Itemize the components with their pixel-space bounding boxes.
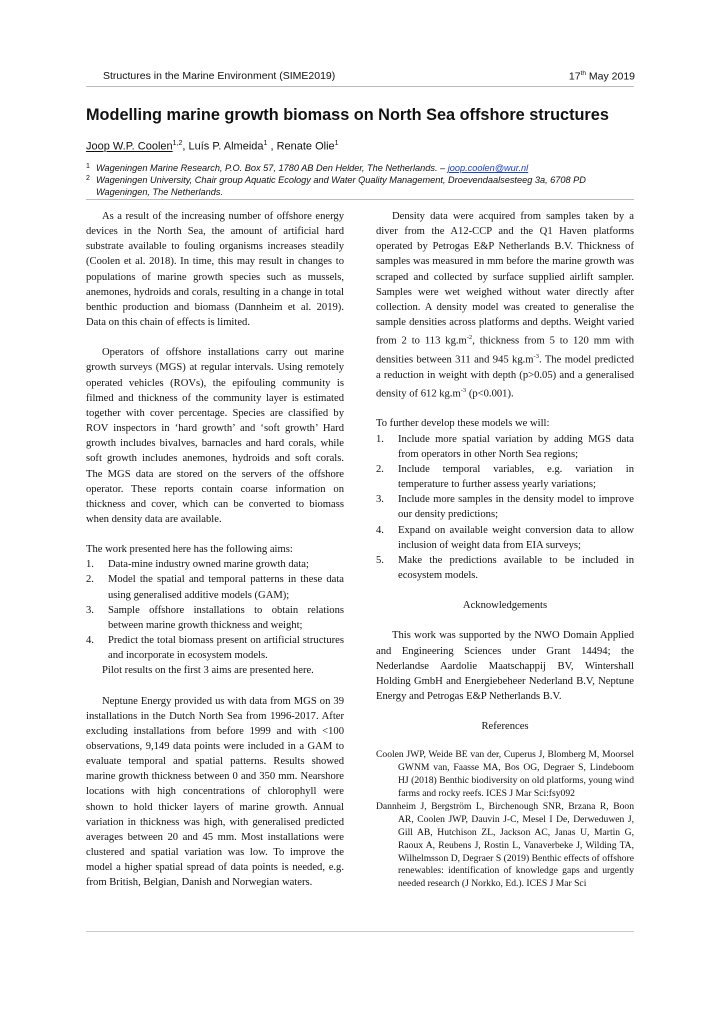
list-item: 1. Include more spatial variation by adding MGS data from operators in other North Sea regions; — [376, 433, 634, 460]
affiliation-divider — [86, 199, 634, 200]
right-column — [376, 209, 634, 891]
footer-divider — [86, 931, 634, 932]
reference-item: Dannheim J, Bergström L, Birchenough SNR, Brzana R, Boon AR, Coolen JWP, Dauvin J-C, Mesel I De, Derweduwen J, Gill AB, Hutchison ZL, Jackson AC, Janas U, Martin G, Raoux A, Reubens J, Rostin L, Vanaverbeke J, Wilding TA, Wilhelmsson D, Degraer S (2019) Benthic effects of offshore renewables: identification of knowledge gaps and urgently needed research (J Norkko, Ed.). ICES J Mar Sci — [376, 800, 634, 890]
author-list: Joop W.P. Coolen$^{1,2}$, Luís P. Almeida$^1$ , Renate Olie$^1$ — [86, 140, 339, 153]
author-name: , Luís P. Almeida — [182, 140, 264, 153]
list-item: 3. Include more samples in the density model to improve our density predictions; — [376, 494, 634, 521]
author-link[interactable]: Joop W.P. Coolen — [86, 140, 173, 153]
list-item: 3. Sample offshore installations to obtain relations between marine growth thickness and weight; — [86, 604, 344, 631]
intro-paragraph: As a result of the increasing number of offshore energy devices in the North Sea, the amount of artificial hard substrate available to fouling organisms increases steadily (Coolen et al. 2018). In time, this may result in changes to populations of marine growth species such as mussels, anemones, hydroids and corals, resulting in a change in total benthic production and biomass (Dannheim et al. 2019). Data on this chain of effects is limited. — [86, 211, 344, 329]
paper-title: Modelling marine growth biomass on North Sea offshore structures — [86, 106, 609, 124]
references-heading: References — [481, 721, 529, 733]
list-item: 4. Expand on available weight conversion data to allow inclusion of weight data from EIA surveys; — [376, 524, 634, 551]
acknowledgements-heading: Acknowledgements — [462, 600, 548, 612]
conference-date: 17th May 2019 — [568, 70, 635, 83]
header-divider — [86, 86, 634, 87]
list-item: 2. Model the spatial and temporal patterns in these data using generalised additive models (GAM); — [86, 574, 344, 601]
density-paragraph: Density data were acquired from samples taken by a diver from the A12-CCP and the Q1 Haven platforms operated by Petrogas E&P Netherlands B.V. Thickness of samples was measured in mm before the marine growth was scraped and collected by surface supplied airlift sampler. Samples were wet weighed without water directly after collection. A density model was created to generalise the sample densities across platforms and depths. Weight varied from 2 to 113 $kg.m^{-2}$, thickness from 5 to 120 mm with densities between 311 and 945 $kg.m^{-3}$. The model predicted a reduction in weight with depth (p>0.05) and a generalised density of 612 $kg.m^{-3}$ (p<0.001). — [376, 211, 634, 400]
conference-name: Structures in the Marine Environment (SIME2019) — [103, 70, 336, 82]
affiliations — [86, 162, 634, 198]
results-paragraph: Neptune Energy provided us with data from MGS on 39 installations in the Dutch North Sea from 1996-2017. After excluding installations from before 1999 and with <100 observations, 9,149 data points were included in a GAM to evaluate temporal and spatial patterns. Results showed marine growth thickness between 0 and 350 mm. Nearshore locations with high concentrations of chlorophyll were shown to hold thicker layers of marine growth. Annual variation in thickness was high, with generalised predicted averages between 20 and 45 mm. Most installations were clustered and spatial variation was low. To improve the model a higher spatial spread of data points is needed, e.g. from British, Belgian, Danish and Norwegian waters. — [86, 695, 344, 889]
affiliation-1: 1 Wageningen Marine Research, P.O. Box 57, 1780 AB Den Helder, The Netherlands. – joop.coolen@wur.nl — [86, 163, 529, 173]
reference-item: Coolen JWP, Weide BE van der, Cuperus J, Blomberg M, Moorsel GWNM van, Faasse MA, Bos OG, Degraer S, Lindeboom HJ (2018) Benthic biodiversity on old platforms, young wind farms and rocky reefs. ICES J Mar Sci:fsy092 — [376, 749, 634, 799]
surveys-paragraph: Operators of offshore installations carry out marine growth surveys (MGS) at regular intervals. Using remotely operated vehicles (ROVs), the epifouling community is filmed and thickness of the community layer is estimated together with cover percentage. Species are classified by ROV inspectors in ‘hard growth’ and ‘soft growth’ Hard growth includes bivalves, barnacles and hard corals, while soft growth includes anemones, hydroids and soft corals. The MGS data are stored on the servers of the offshore operator. These reports contain coarse information on thickness and cover, which can be converted to biomass when density data are available. — [86, 347, 344, 525]
future-intro: To further develop these models we will: — [376, 418, 550, 430]
list-item: 4. Predict the total biomass present on artificial structures and incorporate in ecosystem models. — [86, 635, 344, 662]
aims-list — [86, 557, 344, 663]
author-name: , Renate Olie — [267, 140, 335, 153]
left-column — [86, 209, 344, 891]
future-list — [376, 432, 634, 584]
pilot-note: Pilot results on the first 3 aims are presented here. — [102, 665, 314, 677]
list-item: 5. Make the predictions available to be included in ecosystem models. — [376, 554, 634, 582]
aims-intro: The work presented here has the following aims: — [86, 544, 293, 556]
list-item: 1. Data-mine industry owned marine growth data; — [86, 559, 309, 571]
list-item: 2. Include temporal variables, e.g. variation in temperature to further assess yearly variations; — [376, 463, 634, 491]
email-link[interactable]: joop.coolen@wur.nl — [447, 163, 529, 173]
affiliation-2: 2 Wageningen University, Chair group Aquatic Ecology and Water Quality Management, Droevendaalsesteeg 3a, 6708 PD Wageningen, The Netherlands. — [86, 175, 586, 197]
acknowledgements-text: This work was supported by the NWO Domain Applied and Engineering Sciences under Grant 14494; the Nederlandse Aardolie Maatschappij BV, Wintershall Holding GmbH and Energiebeheer Nederland B.V, Neptune Energy and Petrogas E&P Netherlands B.V. — [376, 630, 634, 702]
reference-list — [376, 749, 634, 891]
